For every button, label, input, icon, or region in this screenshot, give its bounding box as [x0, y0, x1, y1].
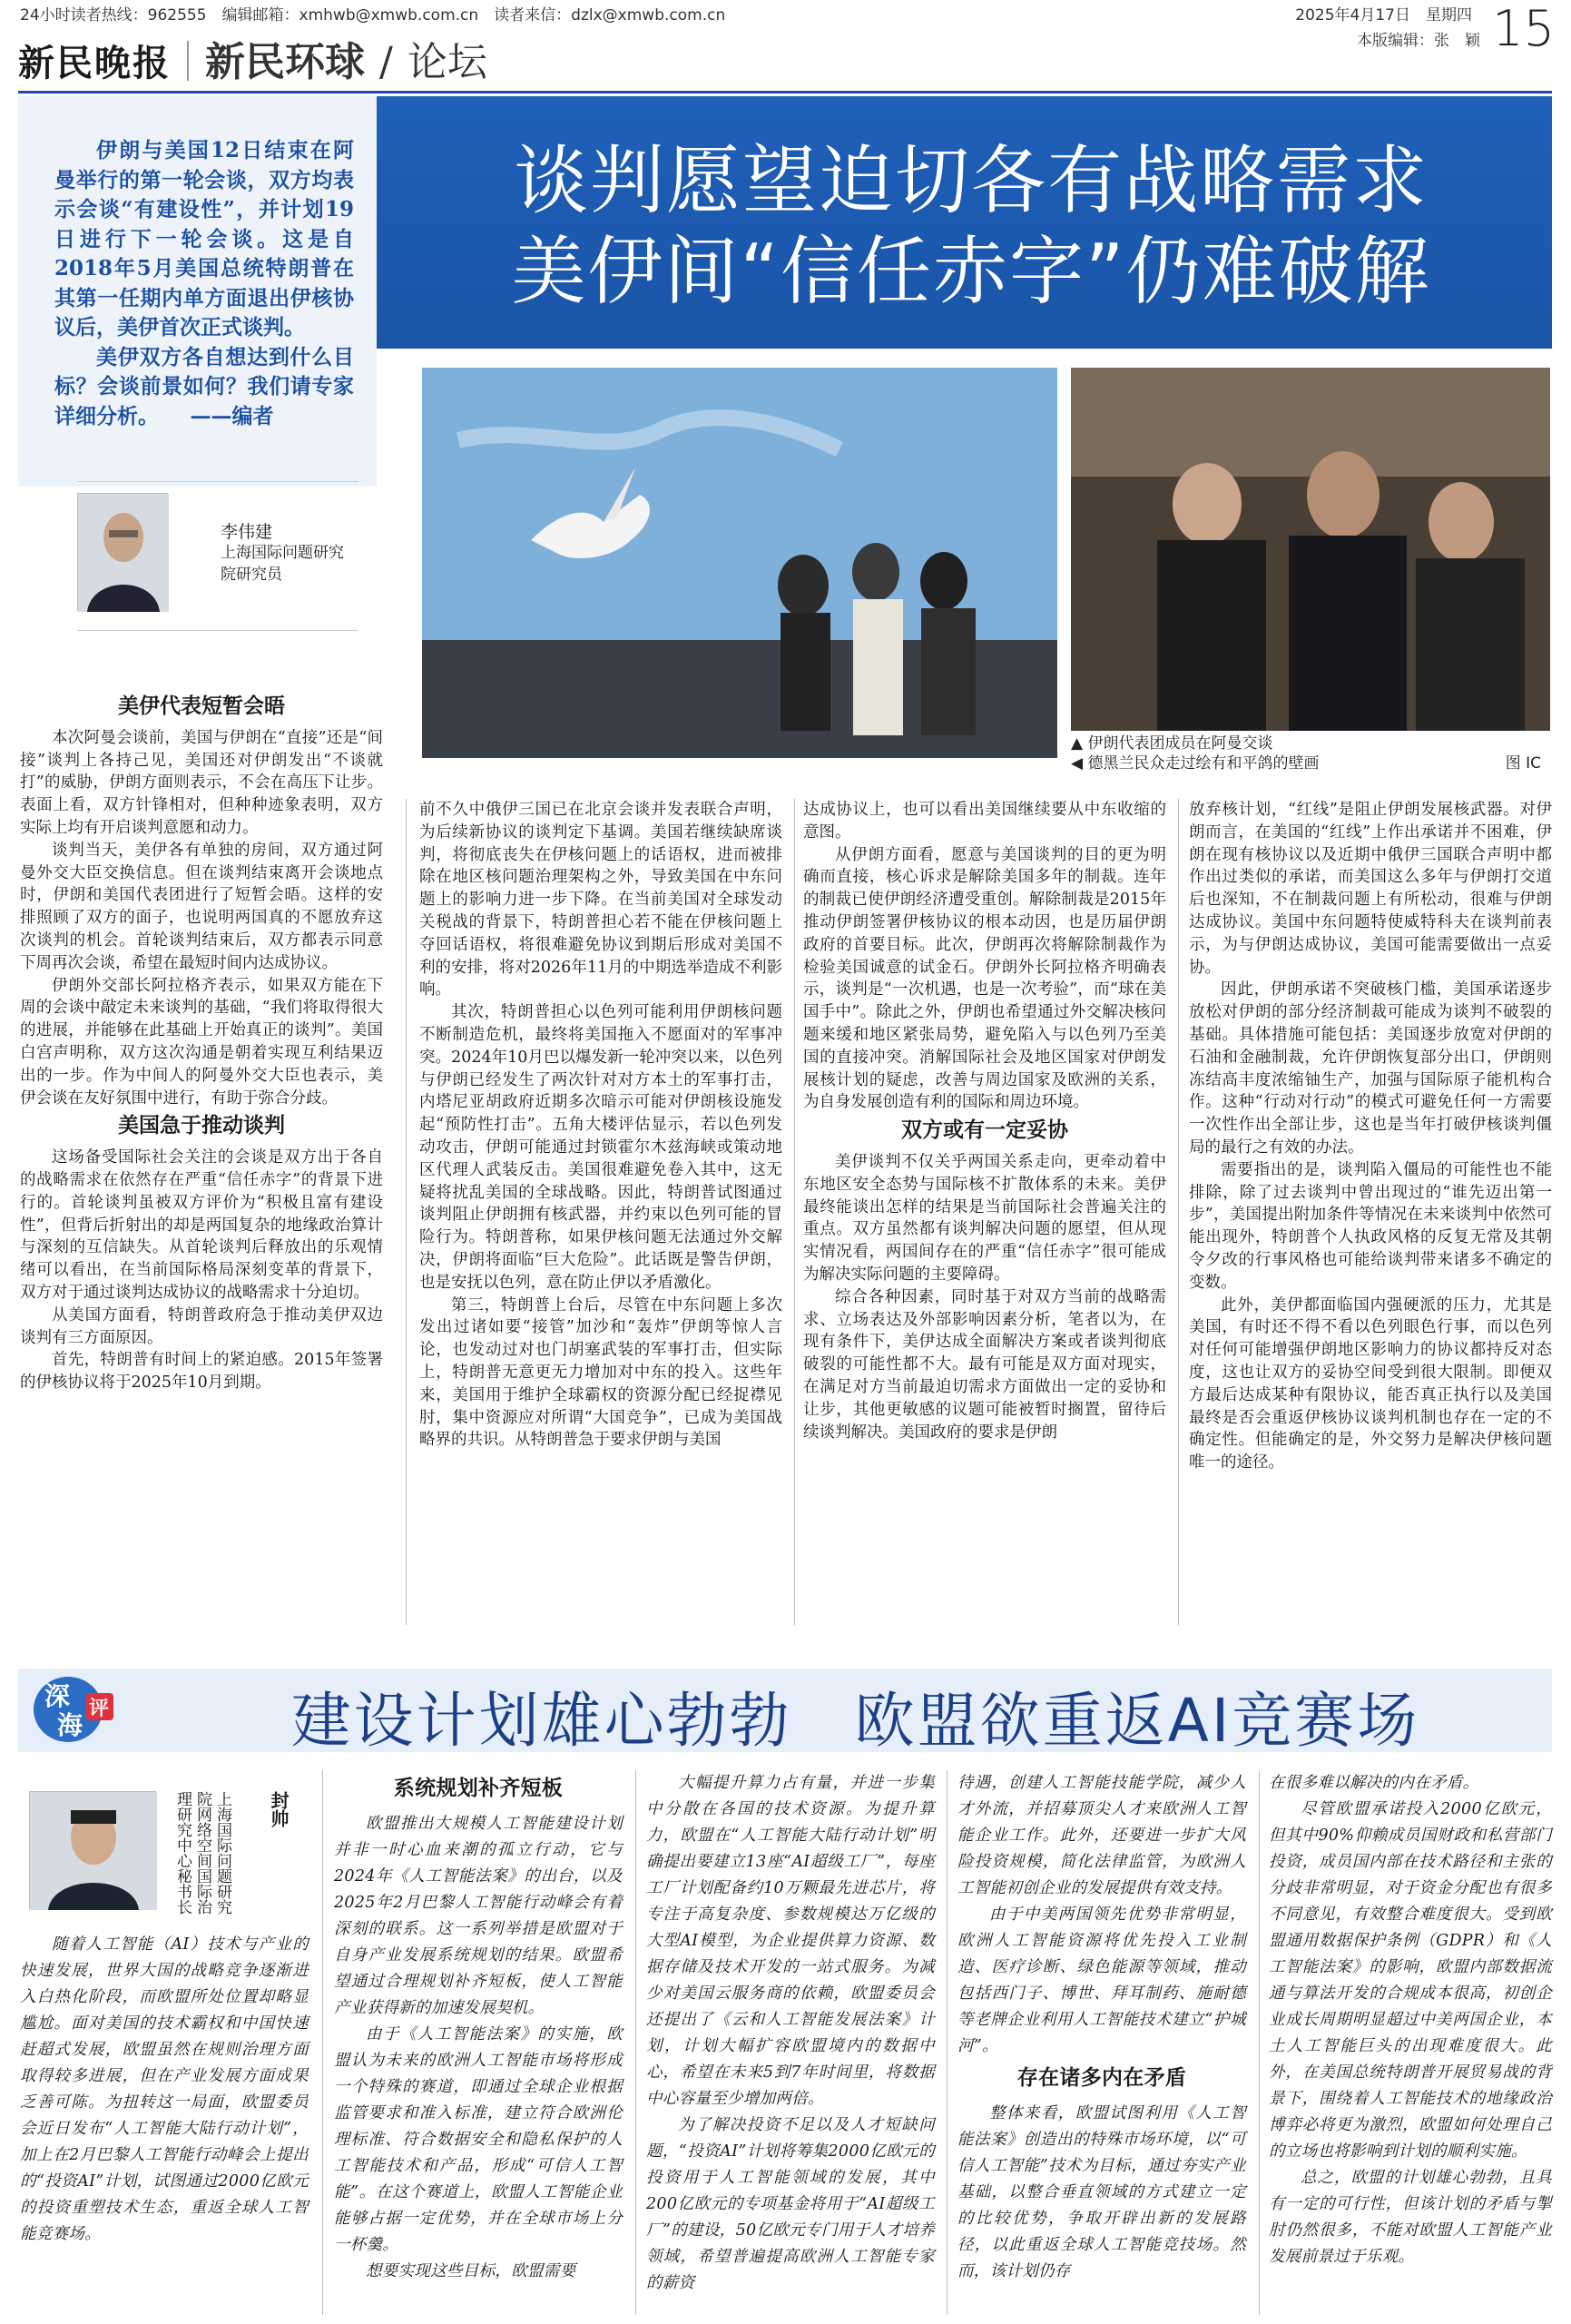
author-title: 上海国际问题研究院研究员	[221, 544, 344, 584]
subheading-c: 双方或有一定妥协	[901, 1118, 1068, 1143]
headline-line-2: 美伊间“信任赤字”仍难破解	[511, 229, 1431, 315]
paragraph: 因此，伊朗承诺不突破核门槛，美国承诺逐步放松对伊朗的部分经济制裁可能成为谈判不破裂的基础。具体措施可能包括：美国逐步放宽对伊朗的石油和金融制裁，允许伊朗恢复部分出口，伊朗则冻结高丰度浓缩铀生产，加强与国际原子能机构合作。这种“行动对行动”的模式可避免任何一方需要一次性作出全部让步，这也是当年打破伊核谈判僵局的最行之有效的办法。	[1189, 980, 1552, 1157]
column-divider	[1259, 1770, 1260, 2315]
paragraph: 放弃核计划，“红线”是阻止伊朗发展核武器。对伊朗而言，在美国的“红线”上作出承诺并不困难，伊朗在现有核协议以及近期中俄伊三国联合声明中都作出过类似的承诺，而美国这么多年与伊朗打交道后也深知，不在制裁问题上有所松动，很难与伊朗达成协议。美国中东问题特使威特科夫在谈判前表示，为与伊朗达成协议，美国可能需要做出一点妥协。	[1189, 801, 1552, 977]
badge-char-3: 评	[89, 1697, 110, 1720]
delegation-image	[1071, 368, 1550, 731]
paragraph: 美伊谈判不仅关乎两国关系走向，更牵动着中东地区安全态势与国际核不扩散体系的未来。美伊最终能谈出怎样的结果是当前国际社会普遍关注的重点。双方虽然都有谈判解决问题的愿望，但从现实情况看，两国间存在的严重“信任赤字”很可能成为解决实际问题的主要障碍。	[803, 1152, 1166, 1284]
lede-paragraph-1: 伊朗与美国12日结束在阿曼举行的第一轮会谈，双方均表示会谈“有建设性”，并计划19日进行下一轮会谈。这是自2018年5月美国总统特朗普在其第一任期内单方面退出伊核协议后，美伊首次正式谈判。	[54, 138, 354, 340]
headline-line-1: 谈判愿望迫切各有战略需求	[513, 138, 1429, 224]
paragraph: 总之，欧盟的计划雄心勃勃，且具有一定的可行性，但该计划的矛盾与掣肘仍然很多，不能对欧盟人工智能产业发展前景过于乐观。	[1269, 2169, 1552, 2266]
article2-banner	[18, 1669, 1552, 1756]
paragraph: 前不久中俄伊三国已在北京会谈并发表联合声明，为后续新协议的谈判定下基调。美国若继续缺席谈判，将彻底丧失在伊核问题上的话语权，进而被排除在地区核问题治理架构之外，导致美国在中东问题上的影响力进一步下降。在当前美国对全球发动关税战的背景下，特朗普担心若不能在伊核问题上夺回话语权，将很难避免协议到期后形成对美国不利的安排，将对2026年11月的中期选举造成不利影响。	[419, 801, 782, 1000]
lede-text	[54, 136, 354, 431]
paragraph: 欧盟推出大规模人工智能建设计划并非一时心血来潮的孤立行动，它与2024年《人工智能法案》的出台，以及2025年2月巴黎人工智能行动峰会有着深刻的联系。这一系列举措是欧盟对于自身产业发展系统规划的结果。欧盟希望通过合理规划补齐短板，使人工智能产业获得新的加速发展契机。	[334, 1815, 623, 2017]
article1-column-3	[803, 799, 1166, 1443]
article1-column-1	[20, 690, 383, 1394]
article2-column-5	[1269, 1770, 1552, 2270]
caption-line-2: ◀ 德黑兰民众走过绘有和平鸽的壁画	[1071, 754, 1320, 773]
page-number: 15	[1492, 0, 1555, 57]
top-info-bar	[20, 0, 1554, 24]
article1-column-2	[419, 799, 782, 1452]
article2-column-4	[957, 1770, 1246, 2285]
article2-column-3	[646, 1770, 935, 2297]
badge-char-1: 深	[44, 1681, 71, 1711]
author2-avatar	[29, 1791, 156, 1909]
article2-headline: 建设计划雄心勃勃 欧盟欲重返AI竞赛场	[290, 1686, 1420, 1756]
paragraph: 想要实现这些目标，欧盟需要	[366, 2262, 576, 2280]
photo-credit: 图 IC	[1505, 754, 1541, 773]
masthead	[18, 29, 487, 87]
paragraph: 由于《人工智能法案》的实施，欧盟认为未来的欧洲人工智能市场将形成一个特殊的赛道，即通过全球企业根据监管要求和准入标准，建立符合欧洲伦理标准、符合数据安全和隐私保护的人工智能技术和产品，形成“可信人工智能”。在这个赛道上，欧盟人工智能企业能够占据一定优势，并在全球市场上分一杯羹。	[334, 2025, 623, 2254]
photo-caption	[1071, 734, 1550, 773]
subsection-title: 论坛	[407, 39, 487, 85]
paragraph: 第三，特朗普上台后，尽管在中东问题上多次发出过诸如要“接管”加沙和“轰炸”伊朗等惊人言论，也发动过对也门胡塞武装的军事打击，但实际上，特朗普无意更无力增加对中东的投入。这些年来，美国用于维护全球霸权的资源分配已经捉襟见肘，集中资源应对所谓“大国竞争”，已成为美国战略界的共识。从特朗普急于要求伊朗与美国	[419, 1295, 782, 1450]
paragraph: 尽管欧盟承诺投入2000亿欧元，但其中90%仰赖成员国财政和私营部门投资，成员国内部在技术路径和主张的分歧非常明显，对于资金分配也有很多不同意见，有效整合难度很大。受到欧盟通用数据保护条例（GDPR）和《人工智能法案》的影响，欧盟内部数据流通与算法开发的合规成本很高，初创企业成长周期明显超过中美两国企业，本土人工智能巨头的出现难度很大。此外，在美国总统特朗普开展贸易战的背景下，围绕着人工智能技术的地缘政治博弈必将更为激烈，欧盟如何处理自己的立场也将影响到计划的顺利实施。	[1269, 1800, 1552, 2161]
lede-paragraph-2: 美伊双方各自想达到什么目标？会谈前景如何？我们请专家详细分析。 ——编者	[54, 344, 354, 428]
paragraph: 综合各种因素，同时基于对双方当前的战略需求、立场表达及外部影响因素分析，笔者以为，在现有条件下，美伊达成全面解决方案或者谈判彻底破裂的可能性都不大。最有可能是双方面对现实，在满足对方当前最迫切需求方面做出一定的妥协和让步，其他更敏感的议题可能被暂时搁置，留待后续谈判解决。美国政府的要求是伊朗	[803, 1287, 1166, 1442]
hotline-text: 24小时读者热线：962555 编辑邮箱：xmhwb@xmwb.com.cn 读者来信：dzlx@xmwb.com.cn	[20, 6, 726, 25]
column-divider	[947, 1770, 948, 2315]
author-avatar	[77, 493, 168, 611]
subheading-a: 美伊代表短暂会晤	[118, 694, 285, 718]
section-slash: /	[379, 39, 393, 85]
column-divider	[406, 799, 407, 1625]
article2-column-2	[334, 1770, 623, 2285]
paragraph: 待遇，创建人工智能技能学院，减少人才外流，并招募顶尖人才来欧洲人工智能企业工作。此外，还要进一步扩大风险投资规模，简化法律监管，为欧洲人工智能初创企业的发展提供有效支持。	[957, 1774, 1246, 1897]
article1-column-4	[1189, 799, 1552, 1474]
article2-column-1	[20, 1932, 309, 2248]
paragraph: 其次，特朗普担心以色列可能利用伊朗核问题不断制造危机，最终将美国拖入不愿面对的军事冲突。2024年10月巴以爆发新一轮冲突以来，以色列与伊朗已经发生了两次针对对方本土的军事打击，内塔尼亚胡政府近期多次暗示可能对伊朗核设施发起“预防性打击”。五角大楼评估显示，若以色列发动攻击，伊朗可能通过封锁霍尔木兹海峡或策动地区代理人武装反击。美国很难避免卷入其中，这无疑将扰乱美国的全球战略。因此，特朗普试图通过谈判阻止伊朗拥有核武器，并约束以色列可能的冒险行为。特朗普称，如果伊核问题无法通过外交解决，伊朗将面临“巨大危险”。此话既是警告伊朗，也是安抚以色列，意在防止伊以矛盾激化。	[419, 1003, 782, 1292]
subheading-b2: 存在诸多内在矛盾	[1016, 2066, 1187, 2090]
author2-title: 上海国际问题研究院网络空间国际治理研究中心秘书长	[173, 1791, 231, 1915]
paragraph: 这场备受国际社会关注的会谈是双方出于各自的战略需求在依然存在严重“信任赤字”的背景下进行的。首轮谈判虽被双方评价为“积极且富有建设性”，但背后折射出的却是两国复杂的地缘政治算计与深刻的互信缺失。从首轮谈判后释放出的乐观情绪可以看出，在当前国际格局深刻变革的背景下，双方对于通过谈判达成协议的战略需求十分迫切。	[20, 1148, 383, 1302]
column-divider	[635, 1770, 636, 2315]
dove-mural-image	[422, 368, 1057, 758]
main-headline	[408, 136, 1534, 318]
paragraph: 从美国方面看，特朗普政府急于推动美伊双边谈判有三方面原因。	[20, 1305, 383, 1347]
date-text: 2025年4月17日 星期四	[1295, 6, 1472, 25]
column-divider	[322, 1770, 323, 2315]
subheading-a2: 系统规划补齐短板	[393, 1777, 564, 1800]
paragraph: 由于中美两国领先优势非常明显，欧洲人工智能资源将优先投入工业制造、医疗诊断、绿色能源等领域，推动包括西门子、博世、拜耳制药、施耐德等老牌企业利用人工智能技术建立“护城河”。	[957, 1905, 1246, 2055]
paragraph: 谈判当天，美伊各有单独的房间，双方通过阿曼外交大臣交换信息。但在谈判结束离开会谈地点时，伊朗和美国代表团进行了短暂会晤。这样的安排照顾了双方的面子，也说明两国真的不愿放弃这次谈判的机会。首轮谈判结束后，双方都表示同意下周再次会谈，希望在最短时间内达成协议。	[20, 841, 383, 972]
paragraph: 达成协议上，也可以看出美国继续要从中东收缩的意图。	[803, 801, 1166, 842]
paragraph: 首先，特朗普有时间上的紧迫感。2015年签署的伊核协议将于2025年10月到期。	[20, 1351, 383, 1393]
paragraph: 大幅提升算力占有量，并进一步集中分散在各国的技术资源。为提升算力，欧盟在“人工智能大陆行动计划”明确提出要建立13座“AI超级工厂”，每座工厂计划配备约10万颗最先进芯片，将专注于高复杂度、参数规模达万亿级的大型AI模型，为企业提供算力资源、数据存储及技术开发的一站式服务。为减少对美国云服务商的依赖，欧盟委员会还提出了《云和人工智能发展法案》计划，计划大幅扩容欧盟境内的数据中心，希望在未来5到7年时间里，将数据中心容量至少增加两倍。	[646, 1774, 935, 2108]
paragraph: 本次阿曼会谈前，美国与伊朗在“直接”还是“间接”谈判上各持己见，美国还对伊朗发出“不谈就打”的威胁，伊朗方面则表示，不会在高压下让步。表面上看，双方针锋相对，但种种迹象表明，双方实际上均有开启谈判意愿和动力。	[20, 728, 383, 837]
column-badge	[32, 1673, 118, 1744]
caption-line-1: ▲ 伊朗代表团成员在阿曼交谈	[1071, 734, 1273, 753]
paragraph: 伊朗外交部长阿拉格齐表示，如果双方能在下周的会谈中敲定未来谈判的基础，“我们将取得很大的进展，并能够在此基础上开始真正的谈判”。美国白宫声明称，双方这次沟通是朝着实现互利结果迈出的一步。作为中间人的阿曼外交大臣也表示，美伊会谈在友好氛围中进行，有助于弥合分歧。	[20, 976, 383, 1108]
paragraph: 整体来看，欧盟试图利用《人工智能法案》创造出的特殊市场环境，以“可信人工智能”技术为目标，通过夯实产业基础，以整合垂直领域的方式建立一定的比较优势，争取开辟出新的发展路径，以此重返全球人工智能竞技场。然而，该计划仍存	[957, 2104, 1246, 2280]
paragraph: 在很多难以解决的内在矛盾。	[1269, 1774, 1479, 1792]
paragraph: 为了解决投资不足以及人才短缺问题，“投资AI”计划将筹集2000亿欧元的投资用于人工智能领域的发展，其中200亿欧元的专项基金将用于“AI超级工厂”的建设，50亿欧元专门用于人才培养领域，希望普遍提高欧洲人工智能专家的薪资	[646, 2116, 935, 2292]
paragraph: 需要指出的是，谈判陷入僵局的可能性也不能排除，除了过去谈判中曾出现过的“谁先迈出第一步”，美国提出附加条件等情况在未来谈判中依然可能出现外，特朗普个人执政风格的反复无常及其朝令夕改的行事风格也可能给谈判带来诸多不确定的变数。	[1189, 1160, 1552, 1292]
column-divider	[1178, 799, 1179, 1625]
author2-name: 封帅	[268, 1791, 290, 1827]
paragraph: 此外，美伊都面临国内强硬派的压力，尤其是美国，有时还不得不看以色列眼色行事，而以色列对任何可能增强伊朗地区影响力的协议都持反对态度，这也让双方的妥协空间受到很大限制。即便双方最后达成某种有限协议，能否真正执行以及美国最终是否会重返伊核协议谈判机制也存在一定的不确定性。但能确定的是，外交努力是解决伊核问题唯一的途径。	[1189, 1295, 1552, 1472]
mural-photo	[422, 368, 1057, 758]
author2-box	[18, 1775, 309, 1925]
section-title: 新民环球	[205, 39, 365, 85]
paragraph: 随着人工智能（AI）技术与产业的快速发展，世界大国的战略竞争逐渐进入白热化阶段，而欧盟所处位置却略显尴尬。面对美国的技术霸权和中国快速赶超式发展，欧盟虽然在规则治理方面取得较多进展，但在产业发展方面成果乏善可陈。为扭转这一局面，欧盟委员会近日发布“人工智能大陆行动计划”，加上在2月巴黎人工智能行动峰会上提出的“投资AI”计划，试图通过2000亿欧元的投资重塑技术生态，重返全球人工智能竞赛场。	[20, 1935, 309, 2243]
delegation-photo	[1071, 368, 1550, 731]
badge-char-2: 海	[57, 1710, 83, 1740]
page-editor: 本版编辑：张 颖	[1357, 32, 1480, 50]
paragraph: 从伊朗方面看，愿意与美国谈判的目的更为明确而直接，核心诉求是解除美国多年的制裁。连年的制裁已使伊朗经济遭受重创。解除制裁是2015年推动伊朗签署伊核协议的根本动因，也是历届伊朗政府的首要目标。此次，伊朗再次将解除制裁作为检验美国诚意的试金石。伊朗外长阿拉格齐明确表示，谈判是“一次机遇，也是一次考验”，而“球在美国手中”。除此之外，伊朗也希望通过外交解决核问题来缓和地区紧张局势，避免陷入与以色列乃至美国的直接冲突。消解国际社会及地区国家对伊朗发展核计划的疑虑，改善与周边国家及欧洲的关系，为自身发展创造有利的国际和周边环境。	[803, 845, 1166, 1112]
author-name: 李伟建	[221, 522, 273, 542]
column-divider	[794, 799, 795, 1625]
author-box	[77, 481, 358, 631]
subheading-b: 美国急于推动谈判	[118, 1114, 285, 1138]
masthead-divider	[187, 41, 189, 81]
header-rule	[18, 91, 1552, 94]
newspaper-logo: 新民晚报	[18, 42, 171, 84]
